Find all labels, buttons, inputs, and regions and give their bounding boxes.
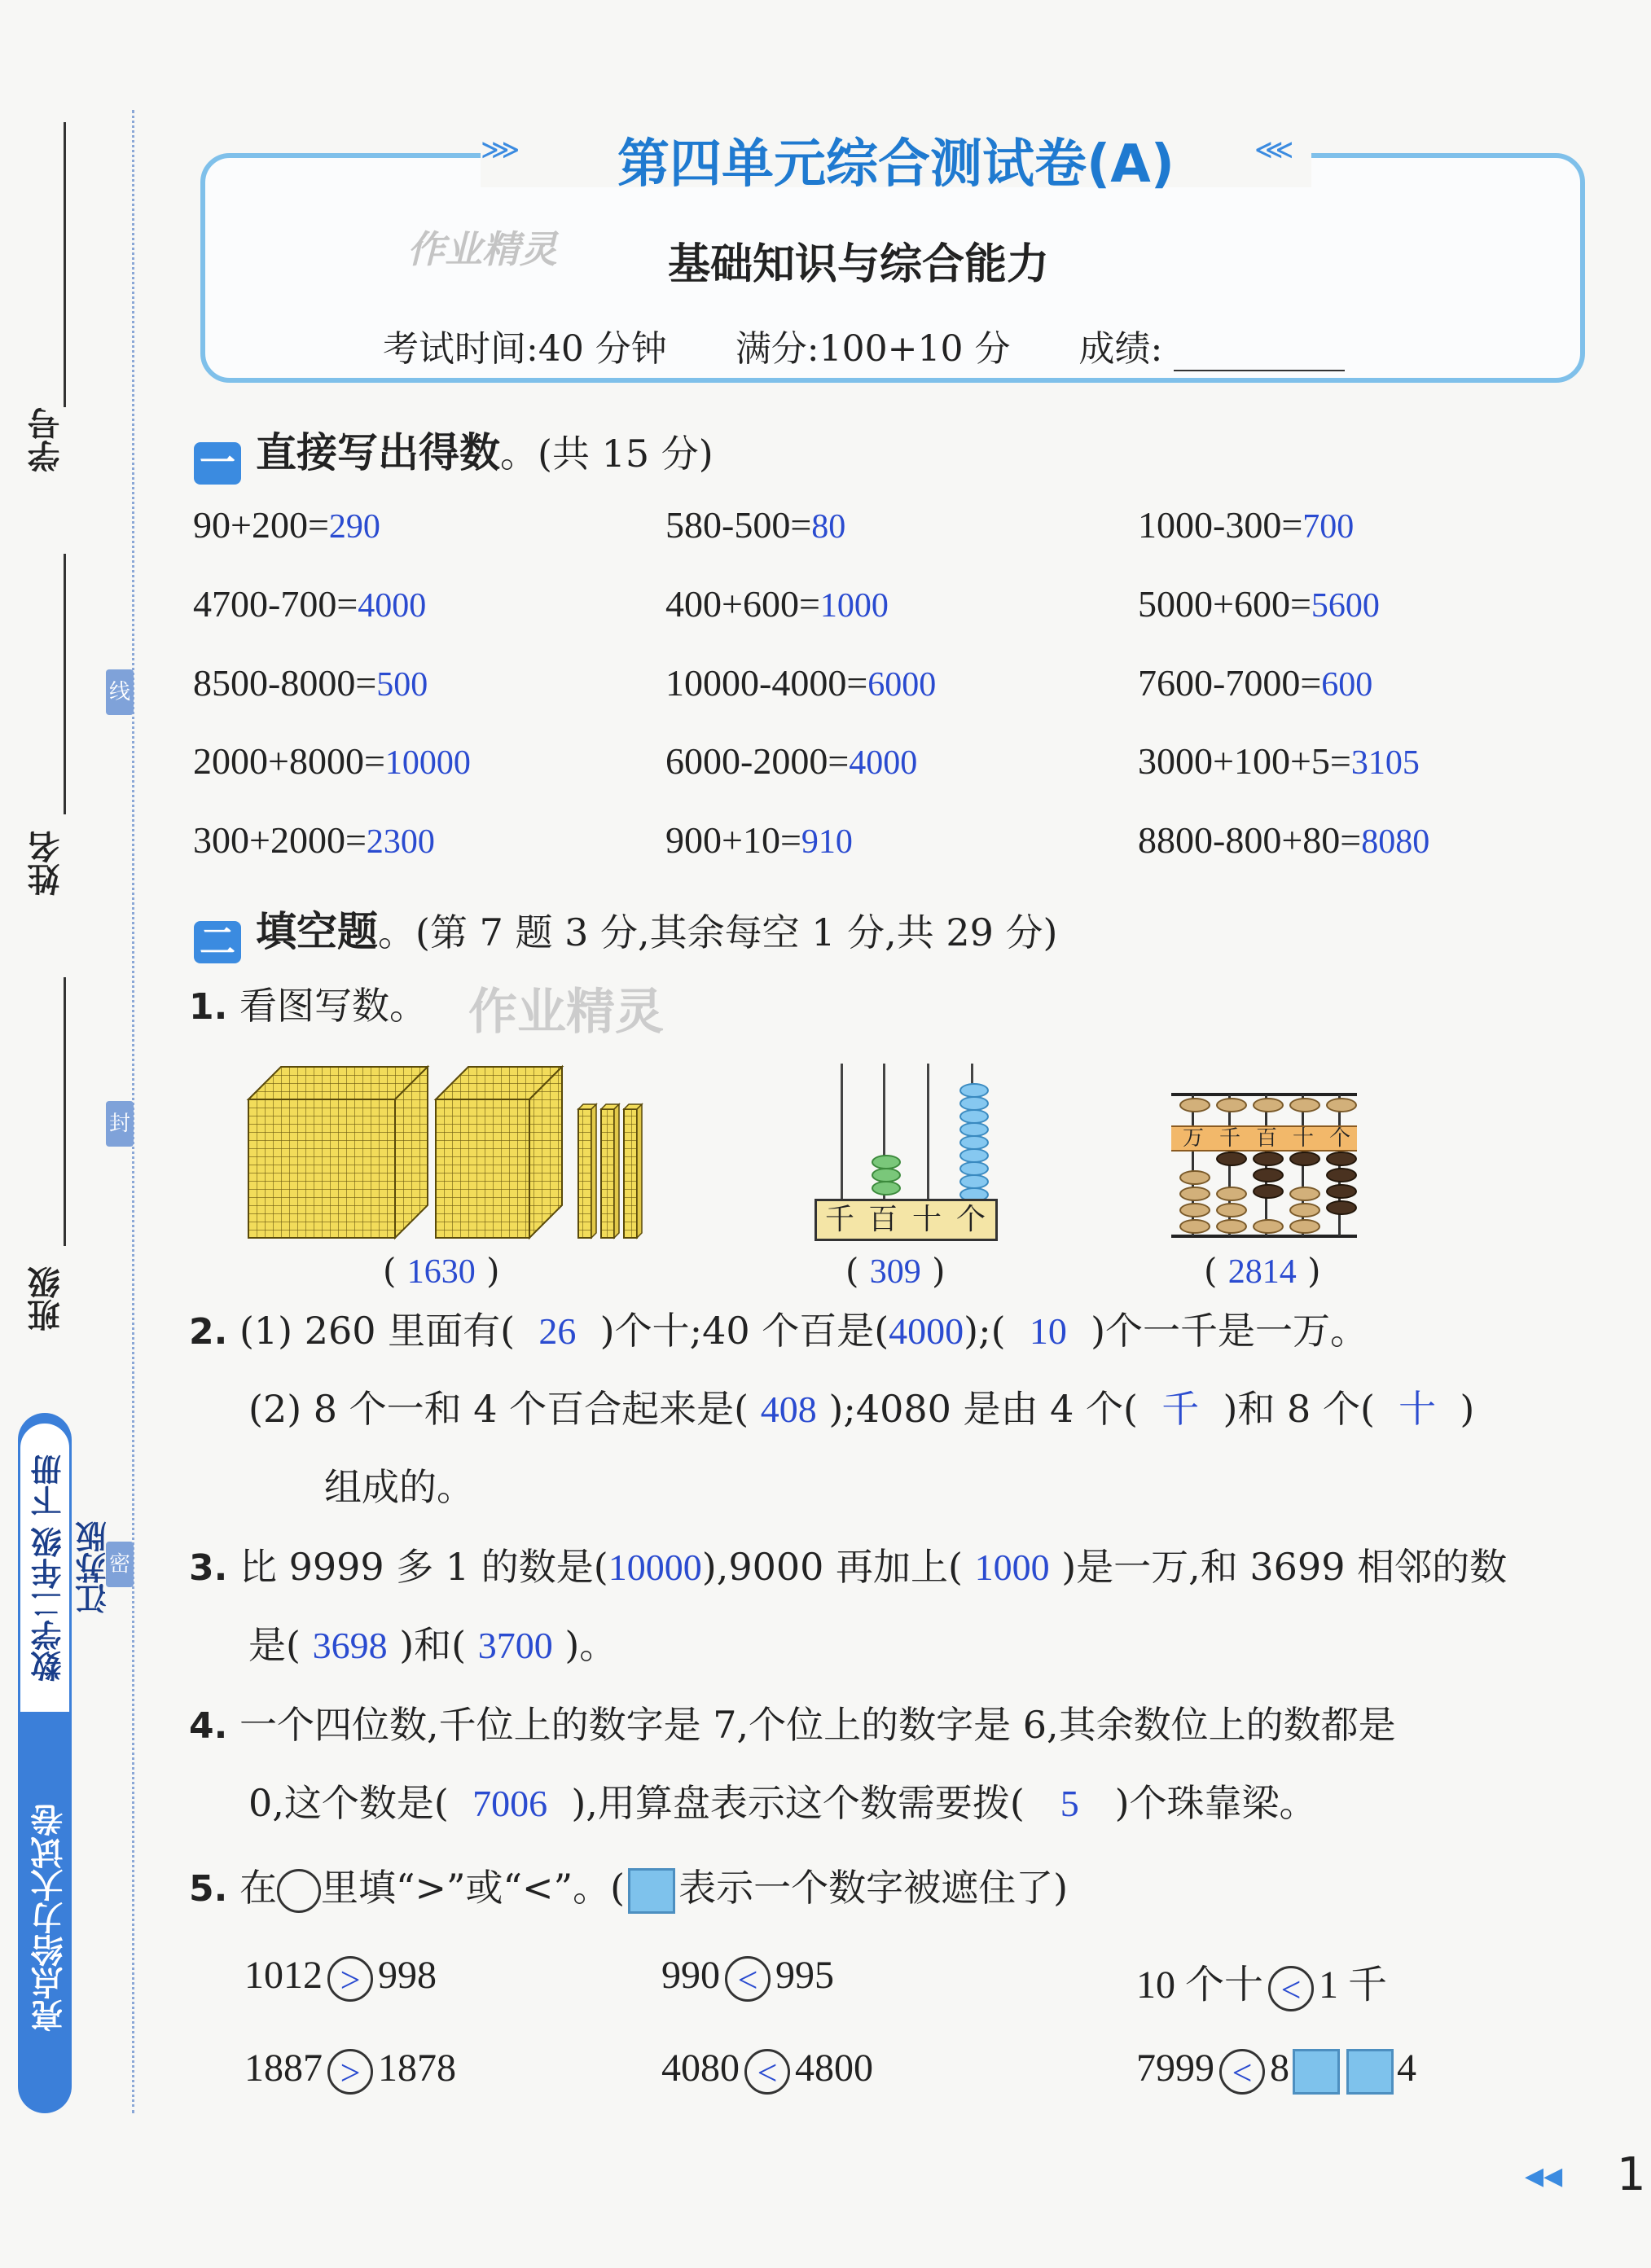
answer-fig-1: ( 1630 ): [383, 1251, 500, 1291]
calc-item: 580-500=80: [665, 504, 846, 546]
page-arrow-icon: ◀◀: [1525, 2162, 1563, 2191]
question-2-part-2-cont: 组成的。: [324, 1465, 474, 1509]
place-label: 万: [1183, 1126, 1205, 1151]
question-3-line-1: 3. 比 9999 多 1 的数是(10000),9000 再加上( 1000 )是一万,和 3699 相邻的数: [189, 1545, 1508, 1589]
thousand-cube: [248, 1067, 428, 1238]
score-blank[interactable]: [1174, 337, 1345, 371]
section-2-points: 。(第 7 题 3 分,其余每空 1 分,共 29 分): [378, 910, 1058, 954]
section-1-title: 直接写出得数: [256, 429, 500, 476]
section-2-title: 填空题: [256, 908, 378, 955]
compare-item: 1887 > 1878: [244, 2046, 456, 2093]
compare-item: 990 < 995: [661, 1954, 834, 2000]
section-2-number: 二: [194, 921, 241, 963]
counting-frame-figure: [815, 1059, 1006, 1242]
question-2-part-2: (2) 8 个一和 4 个百合起来是( 408 );4080 是由 4 个( 千 )和 8 个( 十 ): [248, 1387, 1475, 1431]
calc-item: 900+10=910: [665, 819, 853, 861]
book-title: 亮点给力大试卷: [31, 1804, 68, 2032]
student-id-line: [64, 122, 66, 407]
answer-fig-3: ( 2814 ): [1204, 1251, 1321, 1291]
score-label: 成绩:: [1078, 328, 1163, 370]
calc-item: 8500-8000=500: [193, 662, 428, 704]
calc-item: 10000-4000=6000: [665, 662, 937, 704]
book-grade: 数学二年级: [31, 1526, 67, 1682]
hidden-digit-icon: [1293, 2049, 1340, 2095]
abacus-figure: [1171, 1093, 1357, 1239]
section-1-heading: [194, 420, 714, 485]
page-number: 1: [1617, 2148, 1646, 2201]
place-label: 百: [1256, 1126, 1278, 1151]
question-2-part-1: 2. (1) 260 里面有( 26 )个十;40 个百是(4000);( 10 )个一千是一万。: [189, 1309, 1368, 1353]
calc-item: 8800-800+80=8080: [1138, 819, 1430, 861]
section-1-number: 一: [194, 442, 241, 485]
place-label: 百: [868, 1203, 898, 1236]
question-5: 5. 在 里填“>”或“<”。( 表示一个数字被遮住了): [189, 1863, 1068, 1914]
subtitle: 基础知识与综合能力: [668, 240, 1050, 289]
section-2-heading: [194, 899, 1057, 963]
compare-item: 1012 > 998: [244, 1954, 437, 2000]
answer-fig-2: ( 309 ): [845, 1251, 946, 1291]
calc-item: 90+200=290: [193, 504, 380, 546]
exam-info: [383, 319, 1345, 371]
book-spine: [18, 1413, 112, 2113]
cut-mark-line: 线: [106, 669, 134, 715]
compare-item: 4080 < 4800: [661, 2046, 873, 2093]
exam-time: 考试时间:40 分钟: [383, 328, 667, 370]
place-label: 十: [1293, 1126, 1315, 1151]
hundred-flats-stack: [436, 1067, 562, 1238]
ten-rods: [578, 1104, 642, 1238]
name-line: [64, 554, 66, 814]
calc-item: 5000+600=5600: [1138, 583, 1380, 625]
cut-mark-secret: 密: [106, 1542, 134, 1587]
place-label: 千: [825, 1203, 855, 1236]
full-score: 满分:100+10 分: [735, 328, 1011, 370]
place-label: 千: [1219, 1126, 1241, 1151]
hidden-digit-icon: [1346, 2049, 1394, 2095]
student-id-label: 学号: [28, 407, 65, 472]
place-label: 个: [1329, 1126, 1351, 1151]
watermark-logo-2: 作业精灵: [468, 984, 664, 1041]
title-ornament-left-icon: ⋙: [481, 134, 520, 166]
place-label: 个: [956, 1203, 986, 1236]
hidden-digit-icon: [628, 1868, 675, 1914]
watermark-logo: 作业精灵: [407, 227, 557, 271]
calc-item: 6000-2000=4000: [665, 740, 918, 782]
calc-item: 1000-300=700: [1138, 504, 1355, 546]
base-ten-blocks-figure: [240, 1059, 656, 1246]
page-title: 第四单元综合测试卷(A): [617, 134, 1175, 195]
question-1: 1. 看图写数。: [189, 984, 427, 1028]
title-ornament-right-icon: ⋘: [1254, 134, 1294, 166]
compare-item: 7999 < 8 4: [1136, 2046, 1416, 2093]
question-3-line-2: 是( 3698 )和( 3700 )。: [248, 1623, 617, 1667]
calc-item: 3000+100+5=3105: [1138, 740, 1420, 782]
calc-item: 300+2000=2300: [193, 819, 435, 861]
question-4-line-2: 0,这个数是( 7006 ),用算盘表示这个数需要拨( 5 )个珠靠梁。: [248, 1781, 1317, 1825]
section-1-points: 。(共 15 分): [500, 432, 714, 476]
name-label: 姓名: [28, 831, 65, 896]
calc-item: 2000+8000=10000: [193, 740, 471, 782]
calc-item: 4700-700=4000: [193, 583, 427, 625]
book-term: 下册: [31, 1454, 67, 1516]
compare-item: 10 个十 < 1 千: [1136, 1963, 1388, 2010]
cut-mark-seal: 封: [106, 1101, 134, 1147]
calc-item: 7600-7000=600: [1138, 662, 1373, 704]
question-4-line-1: 4. 一个四位数,千位上的数字是 7,个位上的数字是 6,其余数位上的数都是: [189, 1703, 1396, 1747]
calc-item: 400+600=1000: [665, 583, 889, 625]
book-edition: 江苏版: [76, 1521, 112, 1614]
class-label: 班级: [28, 1266, 65, 1331]
circle-symbol-icon: [277, 1869, 321, 1913]
class-line: [64, 977, 66, 1246]
place-label: 十: [912, 1203, 942, 1236]
